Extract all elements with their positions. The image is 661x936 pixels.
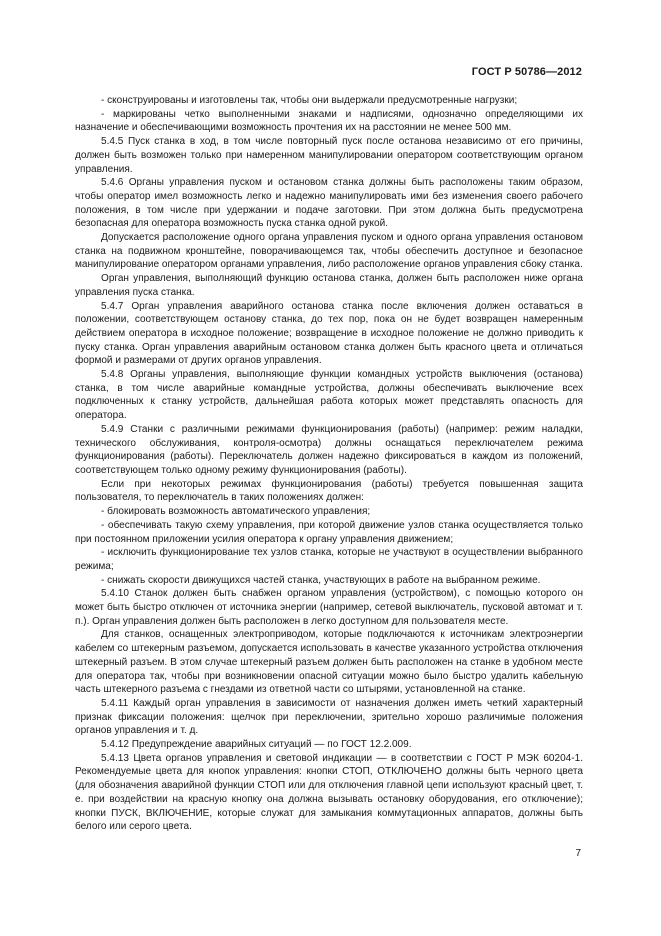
paragraph: 5.4.12 Предупреждение аварийных ситуаций — по ГОСТ 12.2.009.: [101, 739, 412, 751]
paragraph: 5.4.6 Органы управления пуском и остановом станка должны быть расположены таким образом, чтобы оператор имел возможность легко и надежно манипулировать ими без изменения своего рабочего положения, в том числе при удержании и подаче заготовки. При этом должна быть предусмотрена безопасная для оператора возможность пуска станка одной рукой.: [75, 177, 583, 230]
paragraph: Если при некоторых режимах функционирования (работы) требуется повышенная защита пользователя, то переключатель в таких положениях должен:: [75, 478, 583, 504]
paragraph: 5.4.5 Пуск станка в ход, в том числе повторный пуск после останова независимо от его причины, должен быть возможен только при намеренном манипулировании оператором соответствующим органом управления.: [75, 136, 583, 175]
paragraph: 5.4.9 Станки с различными режимами функционирования (работы) (например: режим наладки, технического обслуживания, контроля-осмотра) должны оснащаться переключателем режима функционирования (работы). Переключатель должен надежно фиксироваться в каждом из положений, соответствующем только одному режиму функционирования (работы).: [75, 423, 583, 476]
paragraph: 5.4.13 Цвета органов управления и световой индикации — в соответствии с ГОСТ Р МЭК 60204-1. Рекомендуемые цвета для кнопок управления: кнопки СТОП, ОТКЛЮЧЕНО должны быть черного цвета (для обозначения аварийной функции СТОП или для отключения главной цепи используют красный цвет, т. е. при воздействии на красную кнопку она должна вызывать остановку оборудования, его отключение); кнопки ПУСК, ВКЛЮЧЕНИЕ, которые служат для замыкания коммутационных аппаратов, должны быть белого или серого цвета.: [75, 752, 583, 833]
paragraph: 5.4.8 Органы управления, выполняющие функции командных устройств выключения (останова) станка, в том числе аварийные командные устройства, должны обеспечивать выключение всех подключенных к станку устройств, дальнейшая работа которых может представлять опасность для оператора.: [75, 369, 583, 422]
document-header: ГОСТ Р 50786—2012: [471, 66, 582, 78]
paragraph: Орган управления, выполняющий функцию останова станка, должен быть расположен ниже органа управления пуска станка.: [75, 273, 583, 298]
paragraph: 5.4.7 Орган управления аварийного останова станка после включения должен оставаться в положении, соответствующем останову станка, до тех пор, пока он не будет возвращен намеренным действием оператора в исходное положение; возвращение в исходное положение не должно приводить к пуску станка. Орган управления аварийным остановом станка должен быть красного цвета и отличаться формой и размерами от других органов управления.: [75, 300, 583, 367]
paragraph: - обеспечивать такую схему управления, при которой движение узлов станка осуществляется только при постоянном приложении усилия оператора к органу управления движением;: [75, 519, 583, 545]
paragraph: - снижать скорости движущихся частей станка, участвующих в работе на выбранном режиме.: [101, 574, 541, 586]
page-number: 7: [575, 848, 581, 859]
paragraph: - маркированы четко выполненными знаками и надписями, однозначно определяющими их назначение и обеспечивающими возможность прочтения их на расстоянии не менее 500 мм.: [75, 108, 583, 134]
paragraph: 5.4.11 Каждый орган управления в зависимости от назначения должен иметь четкий характерный признак фиксации положения: щелчок при переключении, зрительно хорошо различимые положения органов управления и т. д.: [75, 697, 583, 737]
document-body: [75, 94, 583, 834]
paragraph: - блокировать возможность автоматического управления;: [101, 506, 371, 518]
paragraph: 5.4.10 Станок должен быть снабжен органом управления (устройством), с помощью которого он может быть быстро отключен от источника энергии (например, сетевой выключатель, пусковой автомат и т. п.). Орган управления должен быть расположен в легко доступном для пользователя месте.: [75, 588, 583, 627]
paragraph: - сконструированы и изготовлены так, чтобы они выдержали предусмотренные нагрузки;: [101, 95, 518, 106]
paragraph: - исключить функционирование тех узлов станка, которые не участвуют в осуществлении выбранного режима;: [75, 547, 583, 572]
paragraph: Для станков, оснащенных электроприводом, которые подключаются к источникам электроэнергии кабелем со штекерным разъемом, допускается использовать в качестве указанного устройства отключения штекерный разъем. В этом случае штекерный разъем должен быть расположен на станке в удобном месте для оператора так, чтобы при возникновении опасной ситуации можно было быстро удалить кабельную часть штекерного разъема с гнездами из ответной части со штырями, установленной на станке.: [75, 629, 583, 696]
paragraph: Допускается расположение одного органа управления пуском и одного органа управления остановом станка на подвижном кронштейне, поворачивающемся так, чтобы обеспечить доступное и безопасное манипулирование оператором органами управления, либо расположение органов управления сбоку станка.: [75, 232, 583, 271]
